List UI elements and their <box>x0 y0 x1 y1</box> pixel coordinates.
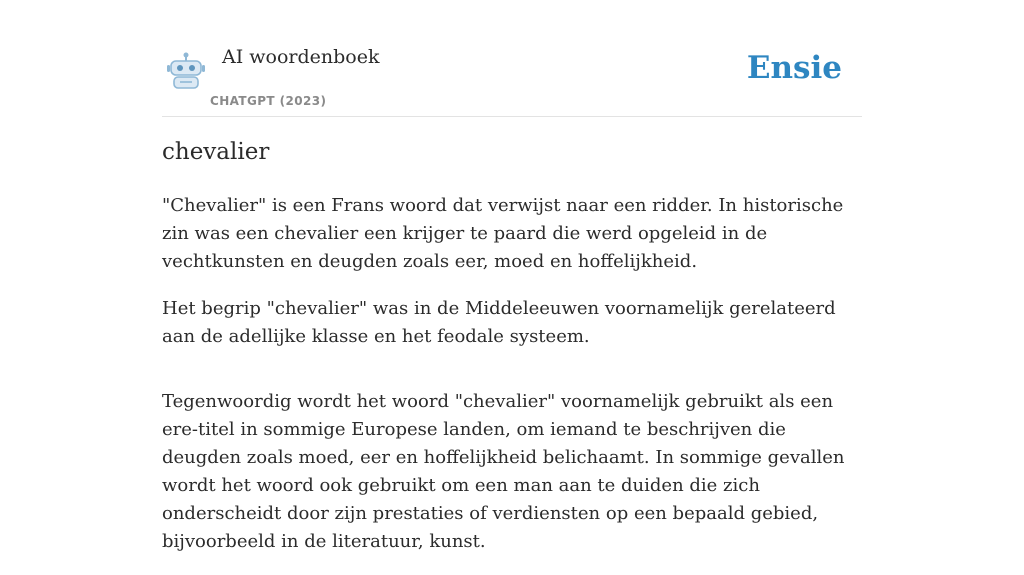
source-header <box>162 0 862 117</box>
page-container <box>162 0 862 552</box>
entry-term: chevalier <box>162 139 270 165</box>
entry-content <box>162 192 862 575</box>
entry-paragraph: "Chevalier" is een Frans woord dat verwijst naar een ridder. In historische zin was een chevalier een krijger te paard die werd opgeleid in de vechtkunsten en deugden zoals eer, moed en hoffelijkheid. <box>162 195 844 272</box>
robot-icon <box>166 52 206 90</box>
entry-paragraph: Tegenwoordig wordt het woord "chevalier" voornamelijk gebruikt als een ere-titel in sommige Europese landen, om iemand te beschrijven die deugden zoals moed, eer en hoffelijkheid belichaamt. In sommige gevallen wordt het woord ook gebruikt om een man aan te duiden die zich onderscheidt door zijn prestaties of verdiensten op een bepaald gebied, bijvoorbeeld in de literatuur, kunst. <box>162 391 845 552</box>
source-meta: CHATGPT (2023) <box>210 94 327 108</box>
brand-logo[interactable]: Ensie <box>746 50 842 86</box>
entry-paragraph: Het begrip "chevalier" was in de Middeleeuwen voornamelijk gerelateerd aan de adellijke klasse en het feodale systeem. <box>162 298 836 347</box>
source-title[interactable]: AI woordenboek <box>222 46 380 68</box>
